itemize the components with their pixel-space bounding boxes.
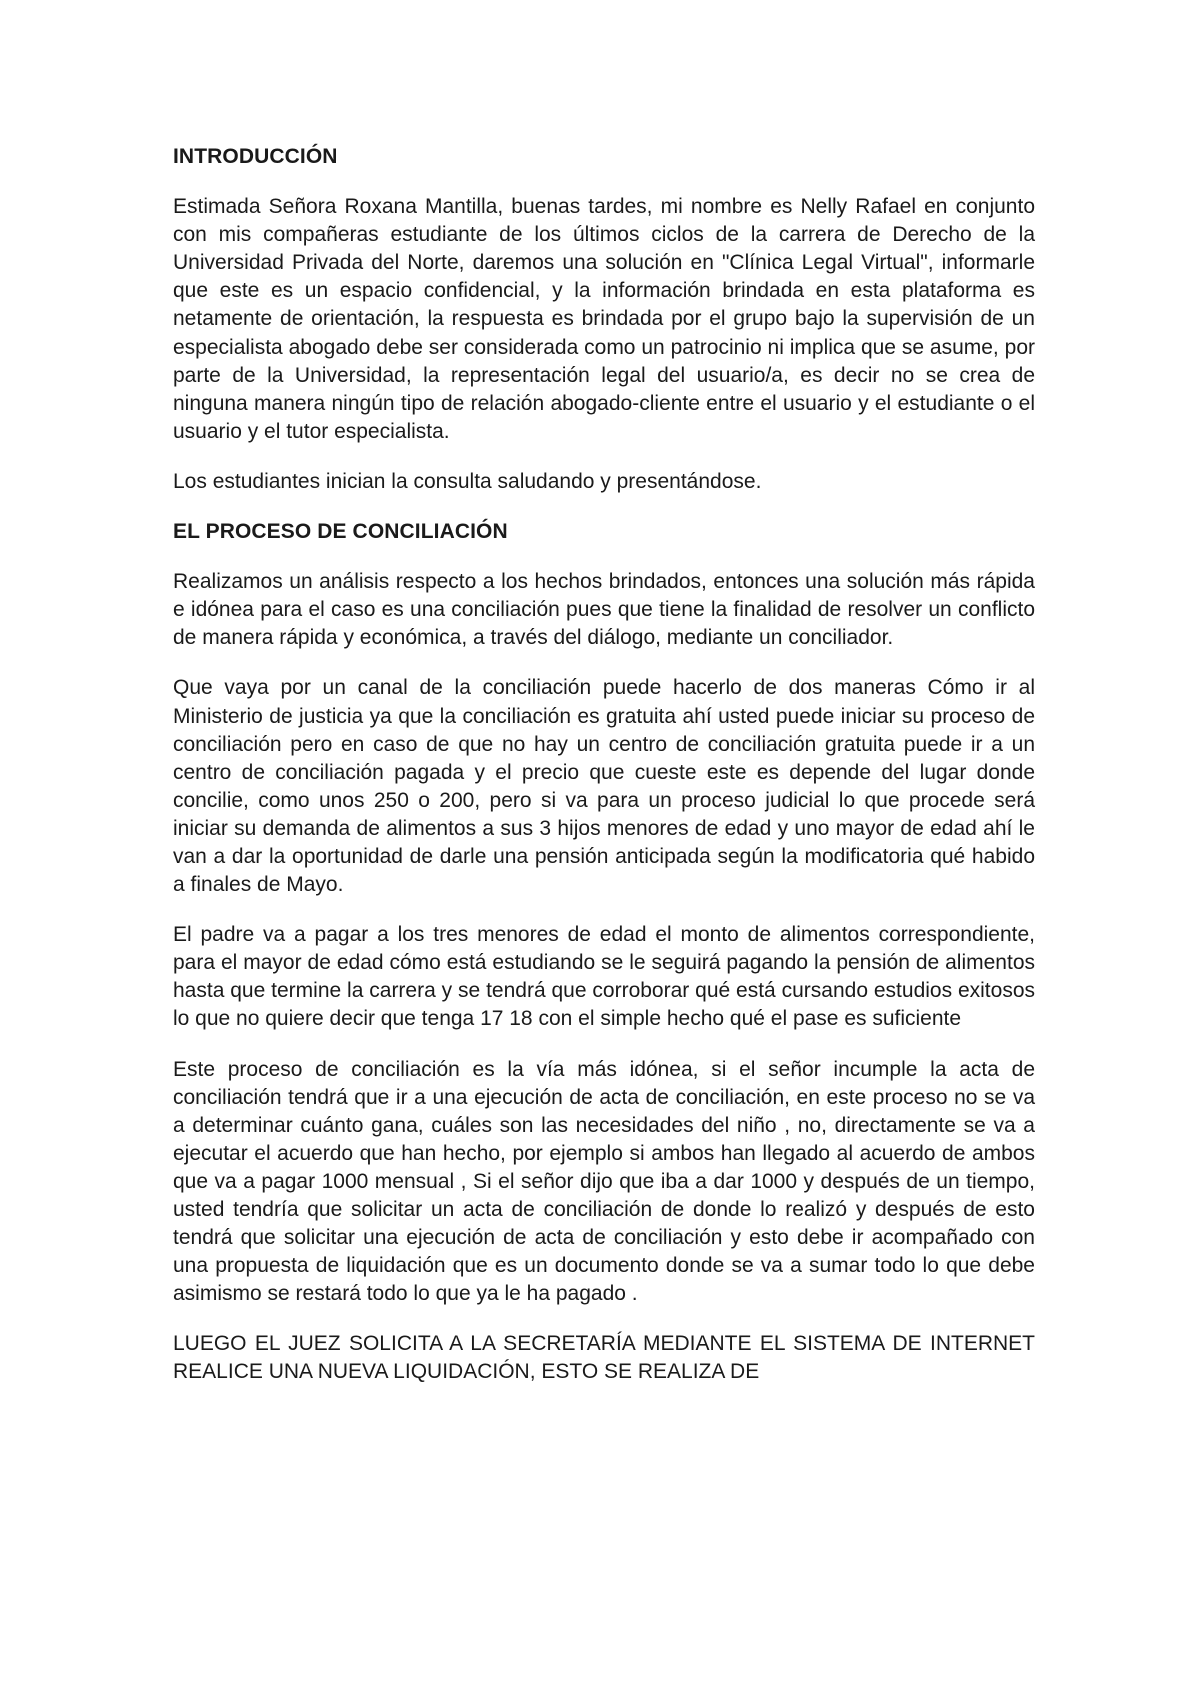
conciliacion-paragraph: Realizamos un análisis respecto a los hechos brindados, entonces una solución más rápida e idónea para el caso es una conciliación pues que tiene la finalidad de resolver un conflicto de manera rápida y económica, a través del diálogo, mediante un conciliador. <box>173 570 1035 650</box>
conciliacion-paragraph: Que vaya por un canal de la conciliación puede hacerlo de dos maneras Cómo ir al Ministerio de justicia ya que la conciliación es gratuita ahí usted puede iniciar su proceso de conciliación pero en caso de que no hay un centro de conciliación gratuita puede ir a un centro de conciliación pagada y el precio que cueste este es depende del lugar donde concilie, como unos 250 o 200, pero si va para un proceso judicial lo que procede será iniciar su demanda de alimentos a sus 3 hijos menores de edad y uno mayor de edad ahí le van a dar la oportunidad de darle una pensión anticipada según la modificatoria qué habido a finales de Mayo. <box>173 676 1035 897</box>
section-heading-conciliacion: EL PROCESO DE CONCILIACIÓN <box>173 520 508 544</box>
section-heading-introduccion: INTRODUCCIÓN <box>173 145 338 168</box>
intro-paragraph: Estimada Señora Roxana Mantilla, buenas tardes, mi nombre es Nelly Rafael en conjunto con mis compañeras estudiante de los últimos ciclos de la carrera de Derecho de la Universidad Privada del Norte, daremos una solución en "Clínica Legal Virtual", informarle que este es un espacio confidencial, y la información brindada en esta plataforma es netamente de orientación, la respuesta es brindada por el grupo bajo la supervisión de un especialista abogado debe ser considerada como un patrocinio ni implica que se asume, por parte de la Universidad, la representación legal del usuario/a, es decir no se crea de ninguna manera ningún tipo de relación abogado-cliente entre el usuario y el estudiante o el usuario y el tutor especialista. <box>173 195 1035 443</box>
intro-paragraph: Los estudiantes inician la consulta saludando y presentándose. <box>173 469 762 493</box>
conciliacion-paragraph: Este proceso de conciliación es la vía más idónea, si el señor incumple la acta de conciliación tendrá que ir a una ejecución de acta de conciliación, en este proceso no se va a determinar cuánto gana, cuáles son las necesidades del niño , no, directamente se va a ejecutar el acuerdo que han hecho, por ejemplo si ambos han llegado al acuerdo de ambos que va a pagar 1000 mensual , Si el señor dijo que iba a dar 1000 y después de un tiempo, usted tendría que solicitar un acta de conciliación de donde lo realizó y después de esto tendrá que solicitar una ejecución de acta de conciliación y esto debe ir acompañado con una propuesta de liquidación que es un documento donde se va a sumar todo lo que debe asimismo se restará todo lo que ya le ha pagado . <box>173 1057 1035 1306</box>
document-body <box>173 143 1035 1387</box>
conciliacion-paragraph: El padre va a pagar a los tres menores de edad el monto de alimentos correspondiente, para el mayor de edad cómo está estudiando se le seguirá pagando la pensión de alimentos hasta que termine la carrera y se tendrá que corroborar qué está cursando estudios exitosos lo que no quiere decir que tenga 17 18 con el simple hecho qué el pase es suficiente <box>173 923 1035 1031</box>
conciliacion-paragraph-uppercase: LUEGO EL JUEZ SOLICITA A LA SECRETARÍA MEDIANTE EL SISTEMA DE INTERNET REALICE UNA NUEVA LIQUIDACIÓN, ESTO SE REALIZA DE <box>173 1332 1035 1384</box>
